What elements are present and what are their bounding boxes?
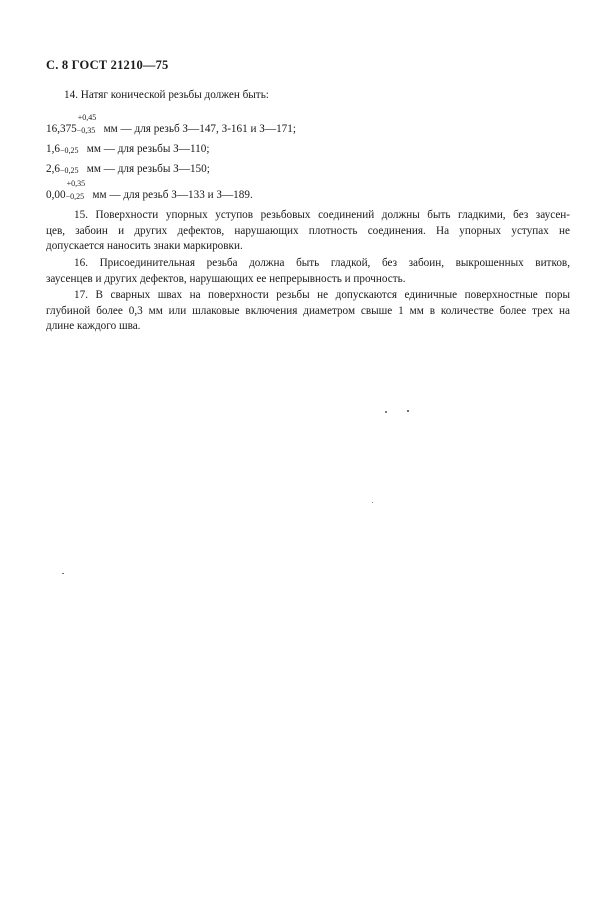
formula-row-1 — [46, 113, 296, 137]
formula-value: 2,6 — [46, 163, 60, 175]
item-15-line-3: допускается наносить знаки маркировки. — [46, 240, 243, 252]
tolerance-lower: −0,25 — [59, 146, 79, 155]
formula-row-4 — [46, 179, 253, 203]
item-17-line-1: 17. В сварных швах на поверхности резьбы не допускаются единичные поверхностные поры — [74, 289, 570, 301]
item-15-line-2: цев, забоин и других дефектов, нарушающих плотность соединения. На упорных уступах не — [46, 224, 570, 237]
scan-speck — [385, 411, 387, 413]
formula-row-3 — [46, 162, 210, 177]
scan-speck — [407, 410, 409, 412]
item-15-line-1: 15. Поверхности упорных уступов резьбовых соединений должны быть гладкими, без заусен- — [74, 209, 570, 221]
item-17-line-2: глубиной более 0,3 мм или шлаковые включения диаметром свыше 1 мм в количестве более трех на — [46, 304, 570, 317]
tolerance-lower: −0,35 — [76, 126, 96, 135]
formula-text: мм — для резьб З—133 и З—189. — [89, 189, 253, 201]
formula-text: мм — для резьб З—147, З-161 и З—171; — [100, 123, 296, 135]
item-16-line-1: 16. Присоединительная резьба должна быть гладкой, без забоин, выкрошенных витков, — [74, 257, 570, 269]
item-17 — [46, 288, 570, 335]
tolerance — [59, 142, 80, 155]
formula-row-2 — [46, 142, 209, 157]
page-header: С. 8 ГОСТ 21210—75 — [46, 58, 169, 72]
tolerance-lower: −0,25 — [59, 166, 79, 175]
item-15 — [46, 208, 570, 255]
item-14-intro — [46, 88, 570, 104]
item-17-line-3: длине каждого шва. — [46, 320, 141, 332]
formula-text: мм — для резьбы З—150; — [83, 163, 210, 175]
tolerance — [59, 162, 80, 175]
scan-speck — [62, 573, 64, 574]
item-16-line-2: заусенцев и других дефектов, нарушающих ее непрерывность и прочность. — [46, 272, 406, 285]
formula-text: мм — для резьбы З—110; — [83, 143, 210, 155]
tolerance-lower: −0,25 — [65, 192, 85, 201]
formula-value: 1,6 — [46, 143, 60, 155]
tolerance — [65, 179, 86, 201]
tolerance-upper: +0,35 — [66, 179, 86, 188]
scan-speck — [372, 502, 373, 503]
tolerance-upper: +0,45 — [77, 113, 97, 122]
item-16 — [46, 256, 570, 287]
formula-value: 0,00 — [46, 189, 66, 201]
formula-value: 16,375 — [46, 123, 77, 135]
item-14-text: 14. Натяг конической резьбы должен быть: — [64, 89, 269, 101]
tolerance — [76, 113, 97, 135]
